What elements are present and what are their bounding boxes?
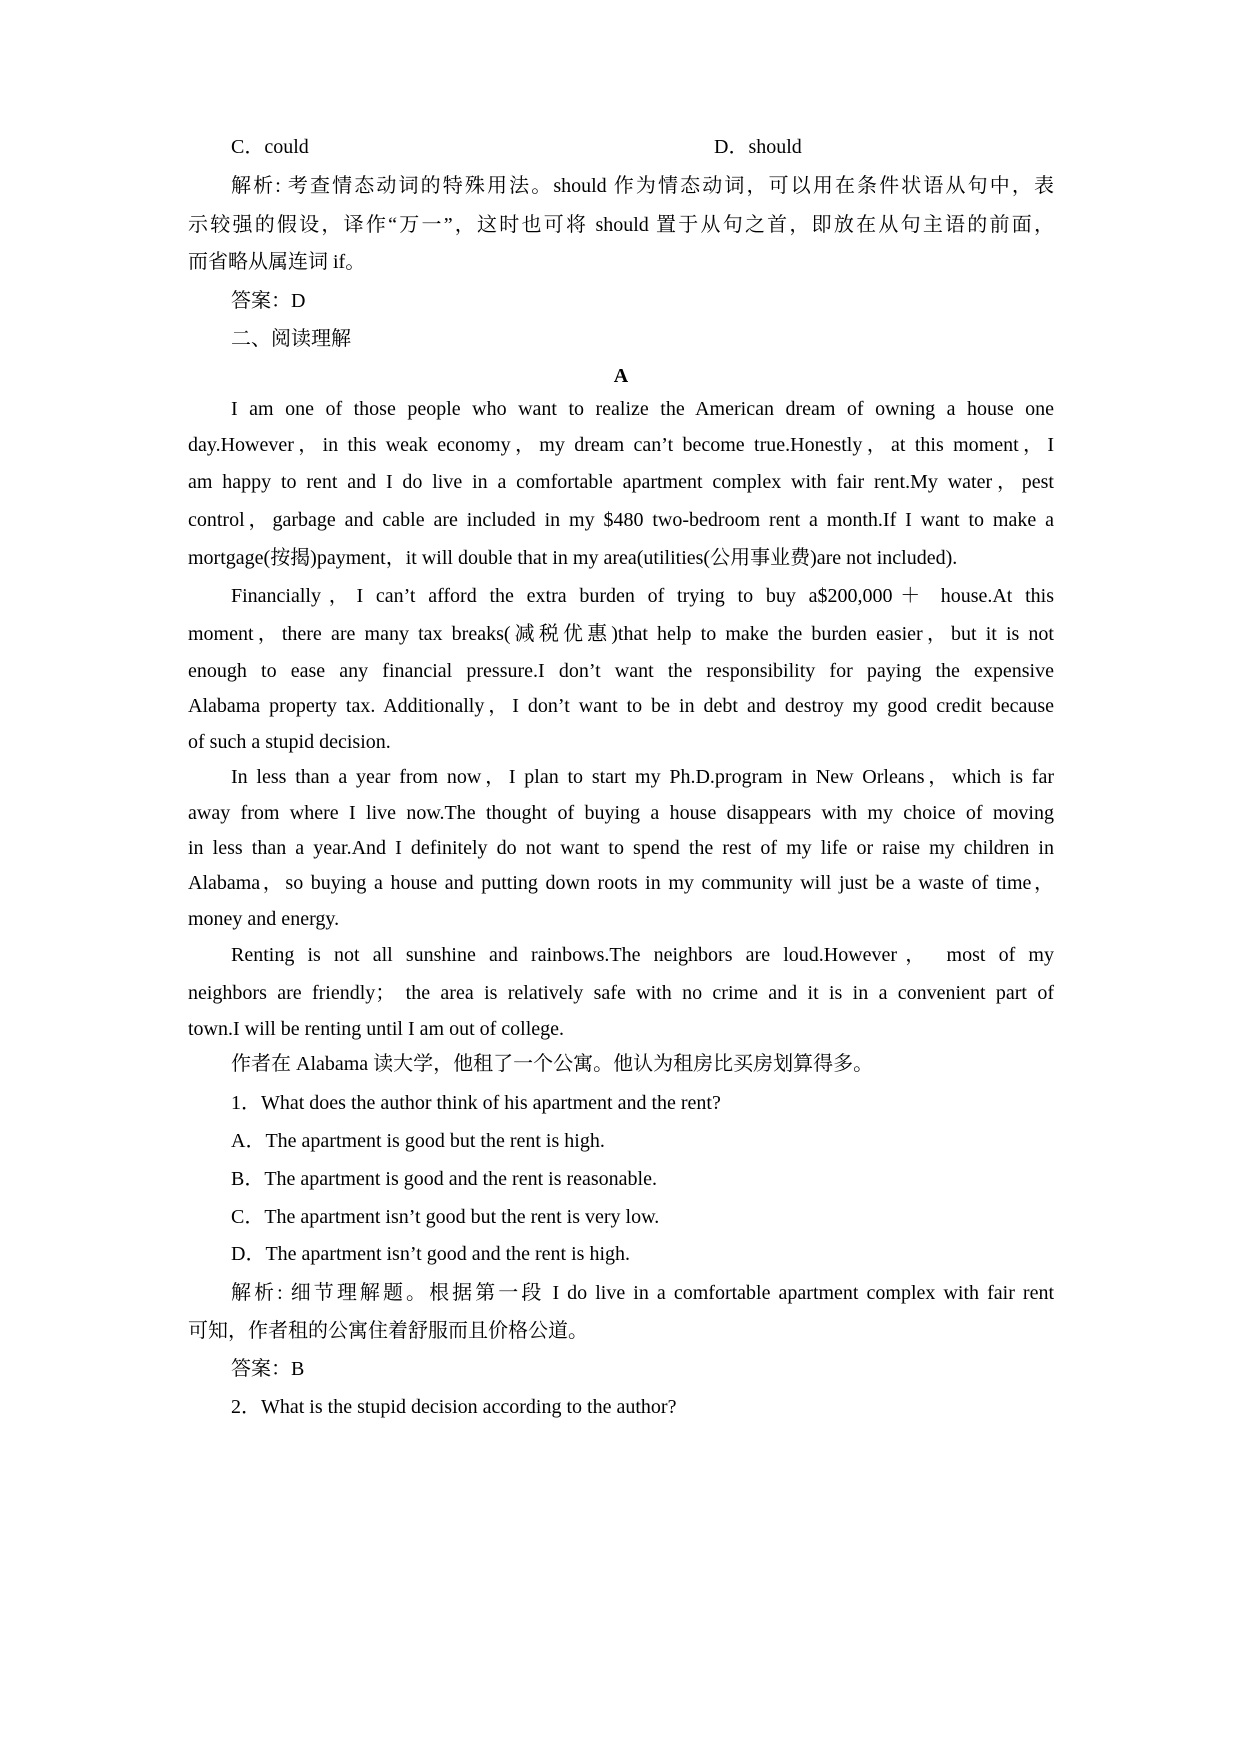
q1-option-d: D．The apartment isn’t good and the rent is high. (231, 1243, 630, 1265)
answer: 答案：D (231, 290, 306, 312)
passage-line: day.However，in this weak economy，my dream can’t become true.Honestly，at this moment，I (188, 434, 1054, 456)
passage-line: of such a stupid decision. (188, 731, 391, 753)
q1-option-a: A．The apartment is good but the rent is high. (231, 1130, 605, 1152)
passage-line: Financially，I can’t afford the extra burden of trying to buy a$200,000＋ house.At this (231, 585, 1054, 607)
analysis-line: 而省略从属连词 if。 (188, 251, 366, 273)
option-d: D．should (714, 136, 802, 158)
passage-line: away from where I live now.The thought of buying a house disappears with my choice of moving (188, 802, 1054, 824)
passage-line: control，garbage and cable are included in my $480 two-bedroom rent a month.If I want to make a (188, 509, 1054, 531)
question-1: 1．What does the author think of his apartment and the rent? (231, 1092, 721, 1114)
passage-title: A (613, 365, 629, 387)
option-c: C．could (231, 136, 309, 158)
q1-analysis-line: 可知，作者租的公寓住着舒服而且价格公道。 (188, 1320, 588, 1342)
passage-line: neighbors are friendly； the area is relatively safe with no crime and it is in a convenient part of (188, 982, 1054, 1004)
passage-line: money and energy. (188, 908, 340, 930)
q1-answer: 答案：B (231, 1358, 305, 1380)
analysis-label: 解析: (231, 175, 281, 197)
passage-line: I am one of those people who want to realize the American dream of owning a house one (231, 398, 1054, 420)
q1-analysis-line: 解析: 细节理解题。根据第一段 I do live in a comfortable apartment complex with fair rent (231, 1282, 1055, 1304)
passage-line: moment，there are many tax breaks(减税优惠)that help to make the burden easier，but it is not (188, 623, 1054, 645)
passage-line: in less than a year.And I definitely do not want to spend the rest of my life or raise my children in (188, 837, 1054, 859)
q1-option-b: B．The apartment is good and the rent is reasonable. (231, 1168, 657, 1190)
passage-line: mortgage(按揭)payment，it will double that in my area(utilities(公用事业费)are not included). (188, 547, 958, 569)
passage-line: Alabama property tax. Additionally，I don’t want to be in debt and destroy my good credit because (188, 695, 1054, 717)
analysis-line: 解析: 考查情态动词的特殊用法。should 作为情态动词，可以用在条件状语从句中，表 (231, 175, 1054, 197)
passage-line: am happy to rent and I do live in a comfortable apartment complex with fair rent.My water，pest (188, 471, 1054, 493)
passage-line: In less than a year from now，I plan to start my Ph.D.program in New Orleans，which is far (231, 766, 1054, 788)
q1-option-c: C．The apartment isn’t good but the rent is very low. (231, 1206, 660, 1228)
question-2: 2．What is the stupid decision according to the author? (231, 1396, 677, 1418)
passage-line: Alabama，so buying a house and putting down roots in my community will just be a waste of time， (188, 872, 1054, 894)
analysis-label: 解析: (231, 1282, 283, 1304)
passage-line: Renting is not all sunshine and rainbows.The neighbors are loud.However， most of my (231, 944, 1054, 966)
passage-summary: 作者在 Alabama 读大学，他租了一个公寓。他认为租房比买房划算得多。 (231, 1053, 874, 1075)
passage-line: town.I will be renting until I am out of college. (188, 1018, 565, 1040)
section-heading: 二、阅读理解 (231, 328, 351, 350)
analysis-line: 示较强的假设，译作“万一”，这时也可将 should 置于从句之首，即放在从句主语的前面， (188, 214, 1054, 236)
passage-line: enough to ease any financial pressure.I don’t want the responsibility for paying the expensive (188, 660, 1054, 682)
